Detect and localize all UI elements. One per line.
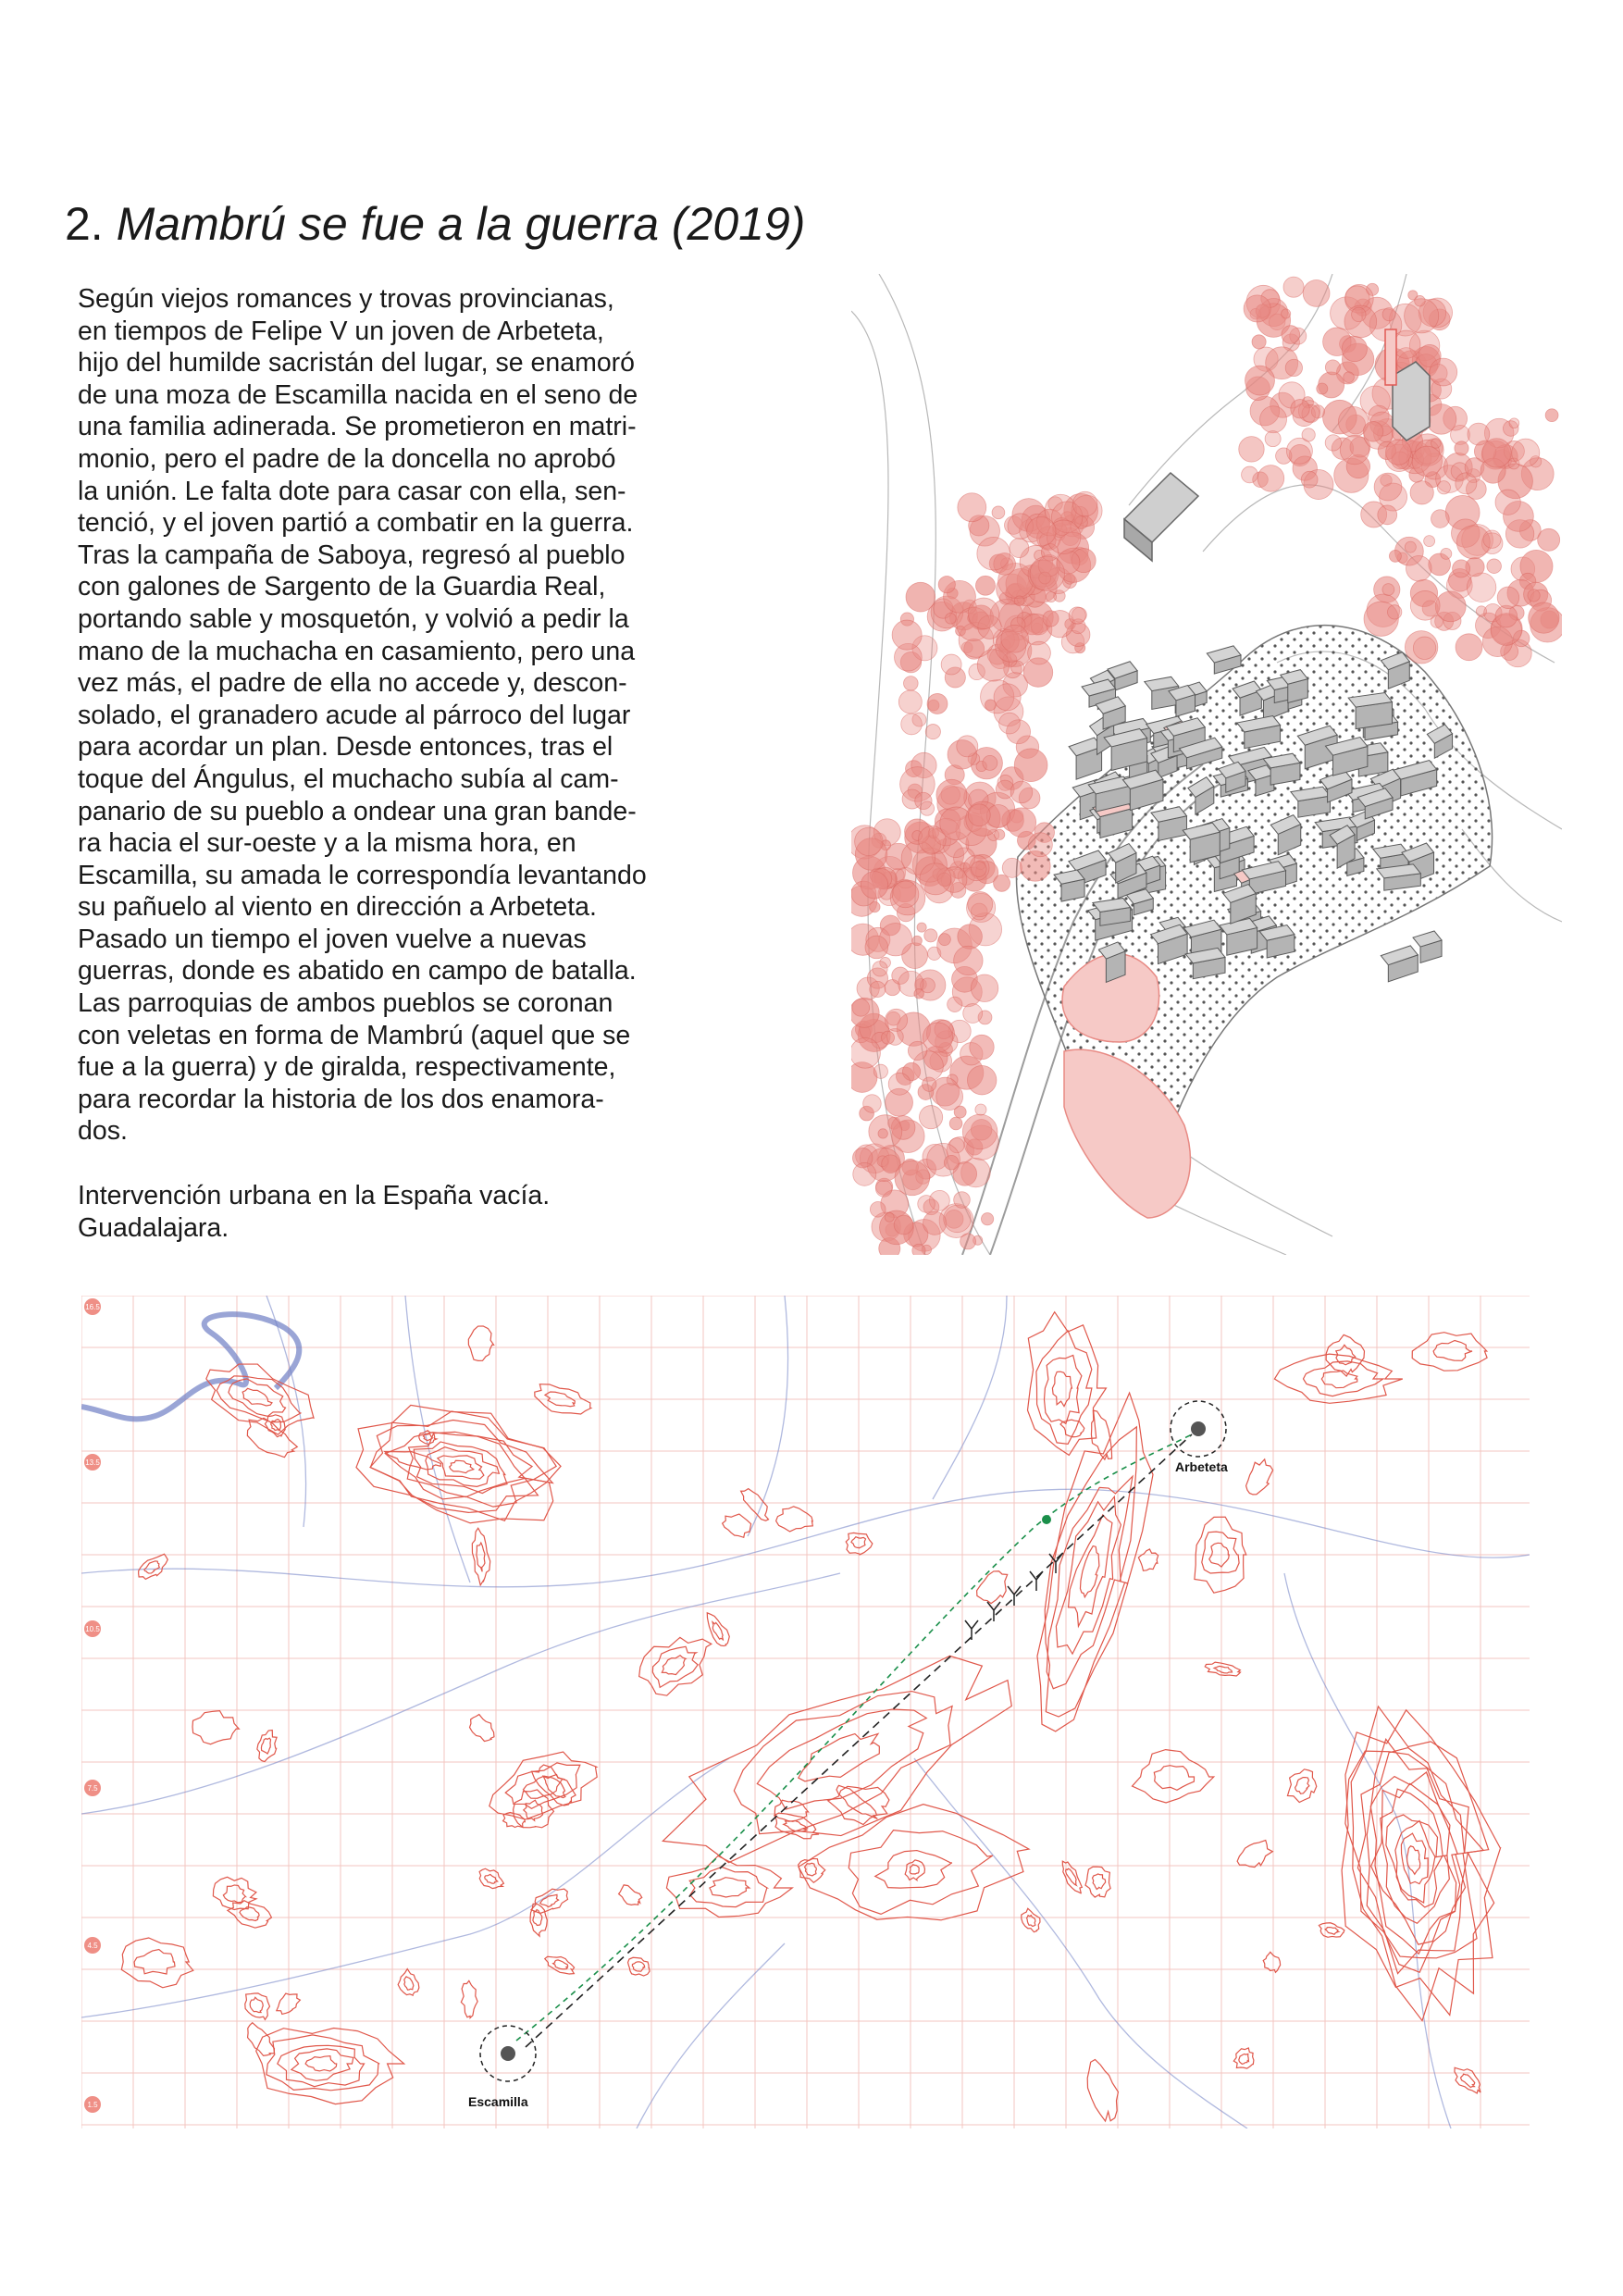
text-line: toque del Ángulus, el muchacho subía al cam- — [78, 763, 619, 794]
story-text — [78, 283, 809, 1244]
text-line: de una moza de Escamilla nacida en el seno de — [78, 379, 638, 410]
title-text: Mambrú se fue a la guerra (2019) — [116, 198, 806, 250]
route-green-dashed — [516, 1434, 1192, 2041]
text-line: con veletas en forma de Mambrú (aquel que se — [78, 1020, 631, 1050]
text-line: portando sable y mosquetón, y volvió a pedir la — [78, 603, 629, 634]
axis-tick-label: 1.5 — [87, 2101, 98, 2109]
contour-lines — [121, 1312, 1522, 2125]
text-line: monio, pero el padre de la doncella no aprobó — [78, 443, 616, 474]
text-line: Tras la campaña de Saboya, regresó al pueblo — [78, 540, 626, 570]
text-line: Según viejos romances y trovas provincianas, — [78, 284, 614, 314]
text-line: su pañuelo al viento en dirección a Arbeteta. — [78, 892, 597, 923]
text-line: guerras, donde es abatido en campo de batalla. — [78, 956, 637, 987]
village-axonometric-drawing — [851, 274, 1562, 1255]
axis-tick-label: 4.5 — [87, 1942, 98, 1950]
text-line: en tiempos de Felipe V un joven de Arbeteta, — [78, 316, 604, 346]
axis-tick-label: 16.5 — [85, 1303, 100, 1311]
axis-tick-label: 7.5 — [87, 1784, 98, 1793]
page-title — [65, 196, 805, 252]
house — [1381, 946, 1418, 982]
text-line: una familia adinerada. Se prometieron en matri- — [78, 412, 637, 442]
text-line: mano de la muchacha en casamiento, pero una — [78, 636, 636, 666]
text-line: ra hacia el sur-oeste y a la misma hora, en — [78, 828, 576, 859]
arbeteta-village — [1191, 1421, 1206, 1436]
text-line: vez más, el padre de ella no accede y, descon- — [78, 668, 627, 699]
text-line: fue a la guerra) y de giralda, respectivamente, — [78, 1052, 616, 1083]
text-line: panario de su pueblo a ondear una gran bande- — [78, 796, 637, 826]
axis-tick-label: 13.5 — [85, 1458, 100, 1467]
text-line: dos. — [78, 1116, 128, 1147]
project-caption — [78, 1180, 809, 1244]
text-line: para recordar la historia de los dos enamora- — [78, 1084, 604, 1114]
text-line: Pasado un tiempo el joven vuelve a nuevas — [78, 924, 587, 954]
text-line: Las parroquias de ambos pueblos se coronan — [78, 988, 613, 1019]
text-line: con galones de Sargento de la Guardia Real, — [78, 572, 606, 602]
main-river — [81, 1314, 299, 1419]
text-line: Escamilla, su amada le correspondía levantando — [78, 860, 647, 890]
map-axis — [84, 1298, 101, 2113]
topographic-map — [81, 1296, 1530, 2128]
story-paragraph — [78, 283, 809, 1148]
arbeteta-label: Arbeteta — [1175, 1459, 1228, 1474]
title-number: 2. — [65, 198, 104, 250]
escamilla-label: Escamilla — [468, 2094, 528, 2109]
text-line: solado, el granadero acude al párroco del lugar — [78, 700, 631, 730]
text-line: Guadalajara. — [78, 1212, 229, 1243]
route-marker — [1042, 1515, 1051, 1524]
text-line: Intervención urbana en la España vacía. — [78, 1181, 551, 1211]
text-line: tenció, y el joven partió a combatir en la guerra. — [78, 508, 634, 539]
text-line: hijo del humilde sacristán del lugar, se enamoró — [78, 348, 636, 379]
escamilla-village — [501, 2046, 515, 2061]
text-line: para acordar un plan. Desde entonces, tras el — [78, 732, 613, 763]
text-line: la unión. Le falta dote para casar con ella, sen- — [78, 476, 626, 506]
axis-tick-label: 10.5 — [85, 1625, 100, 1633]
